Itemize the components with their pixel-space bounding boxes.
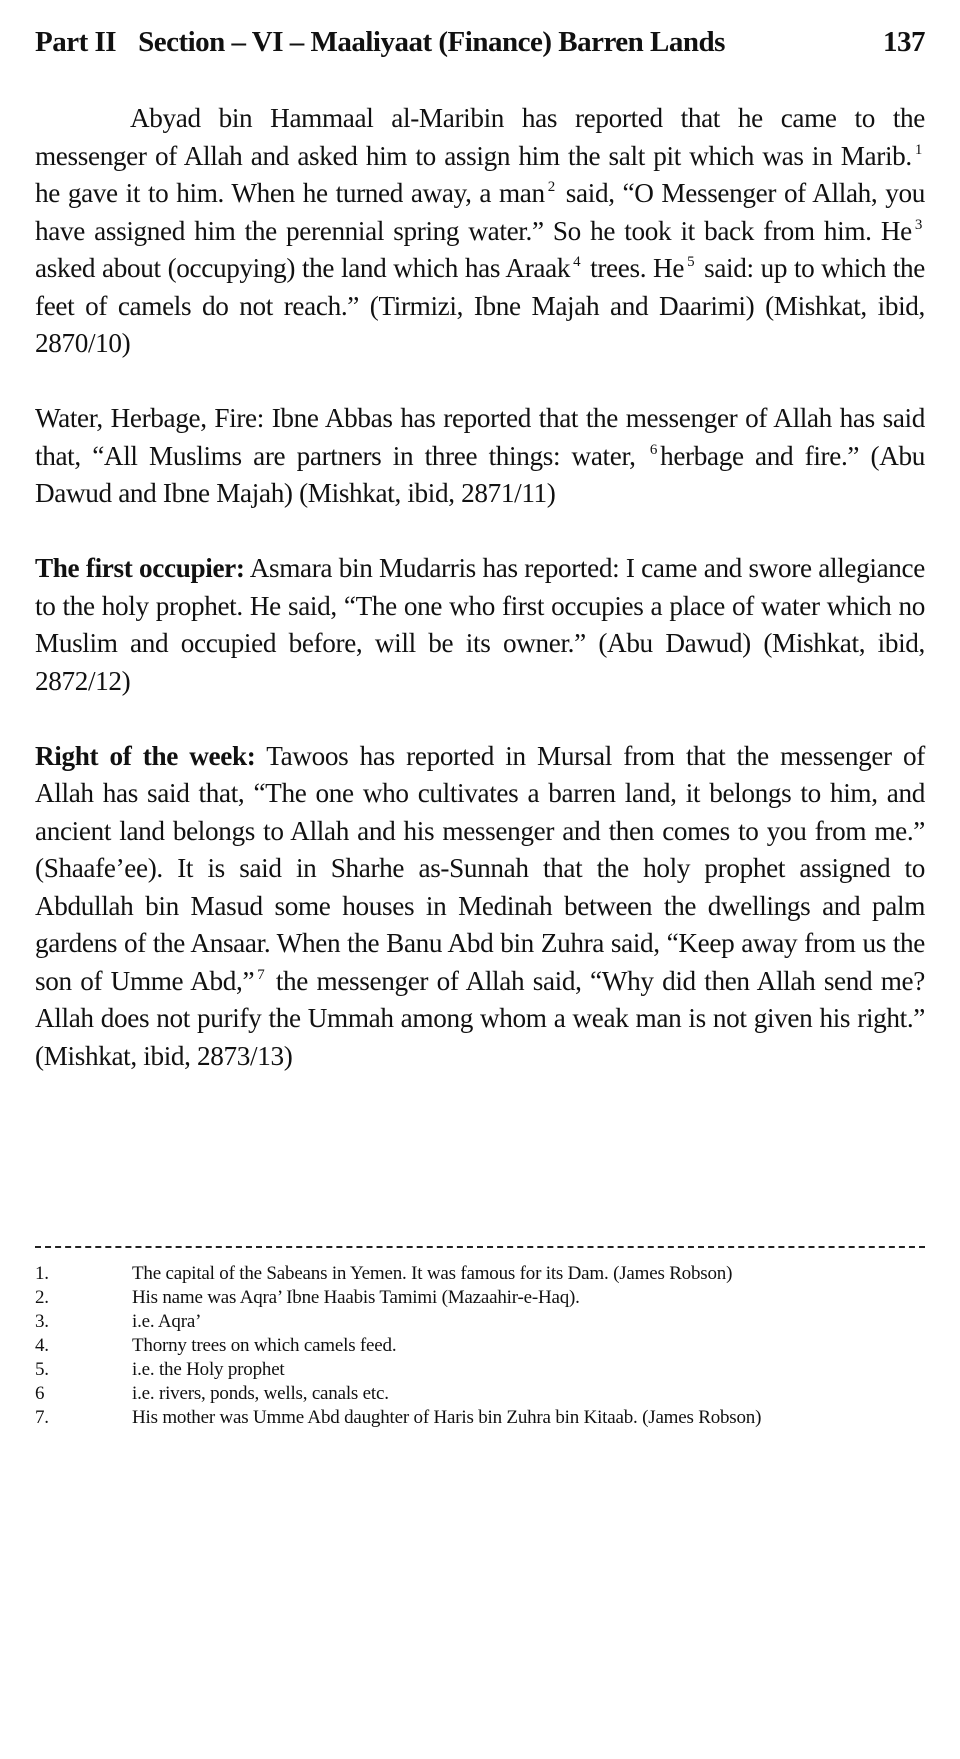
footnote-ref[interactable]: 2 <box>547 179 555 195</box>
paragraph-water-herbage-fire <box>35 400 925 513</box>
footnote-text: i.e. the Holy prophet <box>132 1359 285 1380</box>
paragraph-salt-pit <box>35 100 925 363</box>
paragraph-text: the messenger of Allah said, “Why did then Allah send me? Allah does not purify the Ummah among whom a weak man is not given his right.” (Mishkat, ibid, 2873/13) <box>35 965 925 1071</box>
footnote-text: His name was Aqra’ Ibne Haabis Tamimi (Mazaahir-e-Haq). <box>132 1287 580 1308</box>
paragraph-heading: The first occupier: <box>35 553 245 583</box>
footnote-item <box>35 1262 925 1286</box>
footnote-item <box>35 1358 925 1382</box>
paragraph-text: trees. He <box>583 253 685 283</box>
footnote-item <box>35 1406 925 1430</box>
footnote-ref[interactable]: 5 <box>687 254 695 270</box>
footnote-number: 2. <box>35 1287 49 1308</box>
paragraph-text: Tawoos has reported in Mursal from that the messenger of Allah has said that, “The one who cultivates a barren land, it belongs to him, and ancient land belongs to Allah and his messenger and then comes to you from me.” (Shaafe’ee). It is said in Sharhe as-Sunnah that the holy prophet assigned to Abdullah bin Masud some houses in Medinah between the dwellings and palm gardens of the Ansaar. When the Banu Abd bin Zuhra said, “Keep away from us the son of Umme Abd,” <box>35 740 925 996</box>
footnote-item <box>35 1310 925 1334</box>
paragraph-text: said: up to which the feet of camels do not reach.” (Tirmizi, Ibne Majah and Daarimi) (Mishkat, ibid, 2870/10) <box>35 253 926 358</box>
footnote-text: i.e. rivers, ponds, wells, canals etc. <box>132 1383 389 1404</box>
footnote-item <box>35 1286 925 1310</box>
footnote-separator <box>35 1246 925 1248</box>
running-header <box>35 26 925 59</box>
paragraph-text: Abyad bin Hammaal al-Maribin has reported that he came to the messenger of Allah and asked him to assign him the salt pit which was in Marib. <box>35 103 925 171</box>
footnote-number: 7. <box>35 1407 49 1428</box>
footnote-ref[interactable]: 6 <box>649 441 658 458</box>
paragraph-first-occupier <box>35 550 925 700</box>
paragraph-text: Water, Herbage, Fire: Ibne Abbas has reported that the messenger of Allah has said that, “All Muslims are partners in three things: water, <box>35 403 925 471</box>
footnote-number: 1. <box>35 1263 49 1284</box>
footnote-number: 4. <box>35 1335 49 1356</box>
footnote-text: i.e. Aqra’ <box>132 1311 202 1332</box>
paragraph-text: said, “O Messenger of Allah, you have assigned him the perennial spring water.” So he took it back from him. He <box>35 178 925 246</box>
footnote-text: The capital of the Sabeans in Yemen. It was famous for its Dam. (James Robson) <box>132 1263 733 1284</box>
footnote-item <box>35 1382 925 1406</box>
footnote-number: 5. <box>35 1359 49 1380</box>
footnote-ref[interactable]: 4 <box>573 254 581 270</box>
footnote-ref[interactable]: 3 <box>914 216 922 233</box>
footnote-ref[interactable]: 7 <box>257 966 265 983</box>
footnote-number: 6 <box>35 1383 45 1404</box>
paragraph-right-of-the-week <box>35 738 925 1076</box>
footnote-text: Thorny trees on which camels feed. <box>132 1335 397 1356</box>
paragraph-text: Asmara bin Mudarris has reported: I came and swore allegiance to the holy prophet. He said, “The one who first occupies a place of water which no Muslim and occupied before, will be its owner.” (Abu Dawud) (Mishkat, ibid, 2872/12) <box>35 553 925 696</box>
body-text <box>35 100 925 1075</box>
page-number: 137 <box>883 26 925 58</box>
header-title-group <box>35 26 725 59</box>
header-section-title: Section – VI – Maaliyaat (Finance) Barren Lands <box>138 26 725 58</box>
paragraph-text: he gave it to him. When he turned away, a man <box>35 178 545 208</box>
paragraph-heading: Right of the week: <box>35 740 256 771</box>
footnote-item <box>35 1334 925 1358</box>
footnotes-list <box>35 1262 925 1430</box>
paragraph-text: herbage and fire.” (Abu Dawud and Ibne Majah) (Mishkat, ibid, 2871/11) <box>35 440 925 508</box>
paragraph-text: asked about (occupying) the land which has Araak <box>35 253 571 283</box>
header-part: Part II <box>35 26 117 58</box>
footnote-number: 3. <box>35 1311 49 1332</box>
footnote-ref[interactable]: 1 <box>914 141 922 158</box>
footnote-text: His mother was Umme Abd daughter of Haris bin Zuhra bin Kitaab. (James Robson) <box>132 1407 762 1428</box>
